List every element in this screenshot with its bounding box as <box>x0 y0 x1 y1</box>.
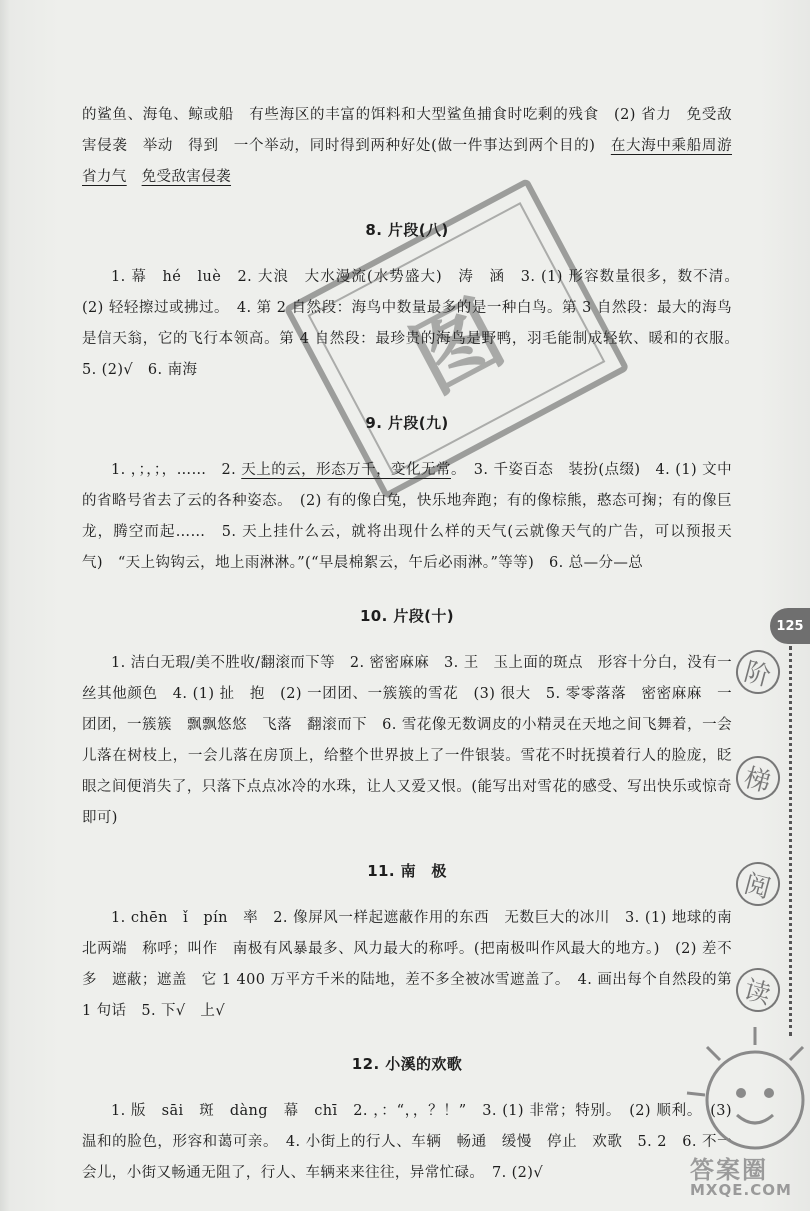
section-9-underlined: 天上的云，形态万千，变化无常 <box>241 462 451 478</box>
section-title-9: 9. 片段(九) <box>365 414 449 432</box>
page-number-badge: 125 <box>770 608 810 644</box>
intro-paragraph <box>82 100 732 193</box>
section-title-11: 11. 南 极 <box>367 862 447 880</box>
intro-text: 的鲨鱼、海龟、鲸或船 有些海区的丰富的饵料和大型鲨鱼捕食时吃剩的残食 (2) 省力 免受敌害侵袭 举动 得到 一个举动，同时得到两种好处(做一件事达到两个目的) <box>82 107 732 154</box>
watermark-url: MXQE.COM <box>690 1181 792 1199</box>
dotted-margin-line <box>789 646 796 1036</box>
intro-underlined-2: 省力气 <box>82 169 127 185</box>
watermark-logo-text: 答案圈 <box>690 1156 768 1184</box>
side-series-title <box>736 650 780 1012</box>
side-char-2: 梯 <box>731 751 785 805</box>
section-title-10: 10. 片段(十) <box>359 607 455 625</box>
section-text-8: 1. 幕 hé luè 2. 大浪 大水漫流(水势盛大) 涛 涵 3. (1) 形容数量很多，数不清。 (2) 轻轻擦过或拂过。 4. 第 2 自然段：海鸟中数量最多的是一种白鸟。第 3 自然段：最大的海鸟是信天翁，它的飞行本领高。第 4 自然段：最珍贵的海鸟是野鸭，羽毛能制成轻软、暖和的衣服。 5. (2)√ 6. 南海 <box>82 269 747 378</box>
section-title-8: 8. 片段(八) <box>365 221 449 239</box>
section-9-pre: 1. ，；，；，…… 2. <box>111 462 242 478</box>
section-text-10: 1. 洁白无瑕/美不胜收/翻滚而下等 2. 密密麻麻 3. 王 玉上面的斑点 形容十分白，没有一丝其他颜色 4. (1) 扯 抱 (2) 一团团、一簇簇的雪花 (3) 很大 5. 零零落落 密密麻麻 一团团，一簇簇 飘飘悠悠 飞落 翻滚而下 6. 雪花像无数调皮的小精灵在天地之间飞舞着，一会儿落在树枝上，一会儿落在房顶上，给整个世界披上了一件银装。雪花不时抚摸着行人的脸庞，眨眼之间便消失了，只落下点点冰冷的水珠，让人又爱又恨。(能写出对雪花的感受、写出快乐或惊奇即可) <box>82 655 732 826</box>
section-text-11: 1. chēn ǐ pín 率 2. 像屏风一样起遮蔽作用的东西 无数巨大的冰川 3. (1) 地球的南北两端 称呼；叫作 南极有风暴最多、风力最大的称呼。(把南极叫作风最大的地方。) (2) 差不多 遮蔽；遮盖 它 1 400 万平方千米的陆地，差不多全被冰雪遮盖了。 4. 画出每个自然段的第 1 句话 5. 下√ 上√ <box>82 910 732 1019</box>
side-char-1: 阶 <box>731 645 785 699</box>
intro-underlined-3: 免受敌害侵袭 <box>141 169 232 185</box>
answer-content <box>82 100 747 1189</box>
intro-separator-2 <box>127 169 142 185</box>
intro-separator-1 <box>732 138 747 154</box>
side-char-4: 读 <box>731 963 785 1017</box>
section-title-12: 12. 小溪的欢歌 <box>351 1055 463 1073</box>
intro-underlined-1: 在大海中乘船周游 <box>610 138 732 154</box>
section-text-12: 1. 版 sāi 斑 dàng 幕 chī 2. ，：“，，？！” 3. (1) 非常；特别。 (2) 顺利。 (3) 温和的脸色，形容和蔼可亲。 4. 小街上的行人、车辆 畅通 缓慢 停止 欢歌 5. 2 6. 不一会儿，小街又畅通无阻了，行人、车辆来来往往，异常忙碌。 7. (2)√ <box>82 1103 732 1181</box>
section-text-9 <box>82 455 732 579</box>
stamp-text: 图 <box>396 279 525 412</box>
watermark <box>690 1150 810 1205</box>
side-char-3: 阅 <box>731 857 785 911</box>
section-9-post: 。 3. 千姿百态 装扮(点缀) 4. (1) 文中的省略号省去了云的各种姿态。 (2) 有的像白兔，快乐地奔跑；有的像棕熊，憨态可掬；有的像巨龙，腾空而起…… 5. 天上挂什么云，就将出现什么样的天气(云就像天气的广告，可以预报天气) “天上钩钩云，地上雨淋淋。”(“早晨棉絮云，午后必雨淋。”等等) 6. 总—分—总 <box>82 462 732 571</box>
